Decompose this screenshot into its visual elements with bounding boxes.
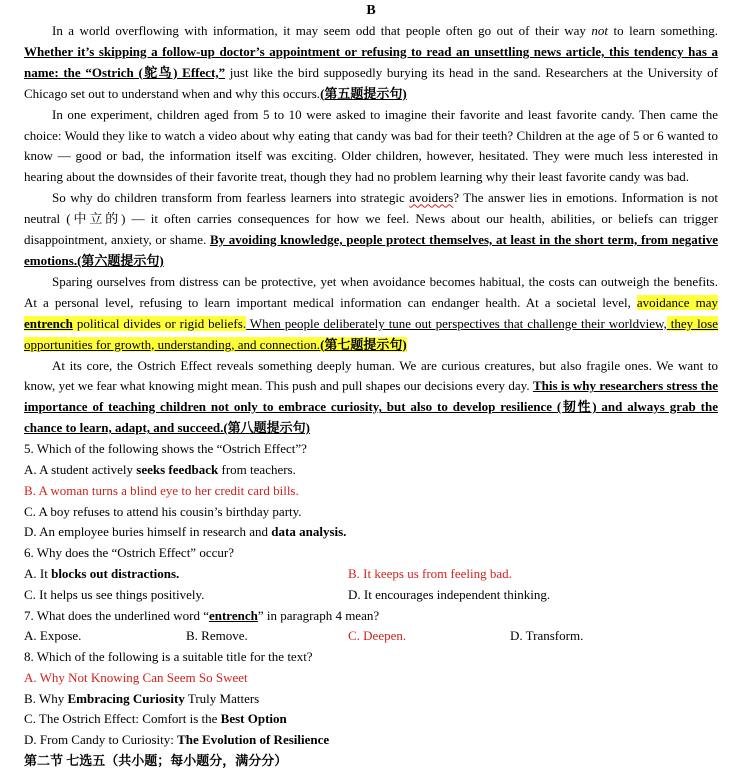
p4-entrench-word: entrench: [24, 315, 73, 331]
q8-b-bold: Embracing Curiosity: [67, 690, 185, 706]
q7-option-d: D. Transform.: [510, 628, 584, 644]
q7-option-c-answer: C. Deepen.: [348, 628, 407, 644]
paragraph-3: [24, 188, 718, 272]
p1-not-italic: not: [591, 23, 609, 38]
paragraph-2: In one experiment, children aged from 5 to 10 were asked to imagine their favorite and least favorite candy. Then came the choice: Would they like to watch a video about why eating that candy was bad for their teeth? Children at the age of 5 or 6 wanted to know — good or bad, the information itself was exciting. Older children, however, hesitated. They were much less interested in hearing about the downsides of their favorite treat, though they had no problem learning why their least favorite candy was bad.: [24, 106, 718, 185]
q5-option-a: [24, 460, 718, 481]
p5-key-sentence: This is why researchers stress the importance of teaching children not only to embrace curiosity, but also to develop resilience (韧性) and always grab the chance to learn, adapt, and succeed.: [24, 378, 718, 436]
paragraph-1: [24, 21, 718, 105]
q5-d-bold: data analysis.: [271, 524, 347, 540]
q6-option-b-answer: B. It keeps us from feeling bad.: [348, 565, 512, 581]
passage-title: B: [366, 3, 376, 18]
q6-option-c: C. It helps us see things positively.: [24, 586, 205, 602]
q5-a-post: from teachers.: [218, 461, 296, 477]
q6-options-row-2: [24, 585, 718, 606]
p3-avoiders-word: avoiders: [409, 190, 454, 206]
q7-option-a: A. Expose.: [24, 628, 82, 644]
q7-options-row: [24, 626, 718, 647]
q8-option-c: [24, 709, 718, 730]
p3-text-a: So why do children transform from fearless learners into strategic: [52, 190, 410, 206]
q7-stem: [24, 606, 718, 627]
q6-a-bold: blocks out distractions.: [51, 565, 180, 581]
q5-a-bold: seeks feedback: [136, 461, 219, 477]
p4-text-b: When people deliberately tune out perspectives that challenge their worldview,: [246, 315, 667, 331]
q8-c-text: C. The Ostrich Effect: Comfort is the: [24, 711, 221, 727]
q5-stem: 5. Which of the following shows the “Ostrich Effect”?: [24, 441, 307, 457]
p4-highlight-2: they lose opportunities for growth, understanding, and connection.: [24, 315, 719, 352]
next-section-heading-cut: 第二节 七选五（共小题；每小题分，满分分）: [24, 753, 288, 769]
q8-c-bold: Best Option: [220, 711, 287, 727]
p1-hint-label: (第五题提示句): [320, 85, 407, 101]
q8-option-d: [24, 730, 718, 751]
p1-text-c: just like the bird supposedly burying its head in the sand. Researchers at the University of Chicago set out to understand when and why this occurs.: [24, 64, 718, 101]
p3-hint-label: (第六题提示句): [77, 252, 164, 268]
q7-stem-post: ” in paragraph 4 mean?: [257, 607, 380, 623]
p3-key-sentence: By avoiding knowledge, people protect themselves, at least in the short term, from negative emotions.: [24, 232, 718, 268]
q5-a-text: A. A student actively: [24, 461, 137, 477]
q8-option-b: [24, 689, 718, 710]
p5-hint-label: (第八题提示句): [223, 420, 311, 436]
p4-text-a: Sparing ourselves from distress can be protective, yet when avoidance becomes habitual, the costs can outweigh the benefits. At a personal level, refusing to learn important medical information can endanger health. At a societal level,: [24, 273, 718, 310]
q8-b-post: Truly Matters: [184, 690, 260, 706]
q8-stem: 8. Which of the following is a suitable title for the text?: [24, 649, 313, 665]
p1-text-a: In a world overflowing with information, it may seem odd that people often go out of their way: [52, 23, 592, 38]
p4-highlight-1a: avoidance may: [636, 294, 718, 310]
q7-stem-pre: 7. What does the underlined word “: [24, 607, 209, 623]
q6-a-text: A. It: [24, 565, 52, 581]
q5-option-b-answer: B. A woman turns a blind eye to her credit card bills.: [24, 482, 299, 498]
q8-d-text: D. From Candy to Curiosity:: [24, 732, 178, 748]
q8-d-bold: The Evolution of Resilience: [177, 732, 330, 748]
paragraph-4: [24, 272, 718, 356]
q8-option-a-answer: A. Why Not Knowing Can Seem So Sweet: [24, 669, 248, 685]
q5-option-c: C. A boy refuses to attend his cousin’s birthday party.: [24, 503, 302, 519]
q6-option-a: [24, 564, 348, 585]
paragraph-5: [24, 356, 718, 440]
p3-text-b: ? The answer lies in emotions. Information is not neutral (中立的) — it often carries consequences for how we feel. News about our health, abilities, or beliefs can trigger disappointment, anxiety, or shame.: [24, 190, 718, 248]
p4-highlight-1b: political divides or rigid beliefs.: [72, 315, 247, 331]
p5-text-a: At its core, the Ostrich Effect reveals something deeply human. We are curious creatures, but also fragile ones. We want to know, yet we fear what knowing might mean. This push and pull shapes our decisions every day.: [24, 357, 718, 394]
p1-key-sentence: Whether it’s skipping a follow-up doctor’s appointment or refusing to read an unsettling news article, this tendency has a name: the “Ostrich (鸵鸟) Effect,”: [24, 43, 718, 80]
q5-d-text: D. An employee buries himself in research and: [24, 524, 272, 540]
q6-stem: 6. Why does the “Ostrich Effect” occur?: [24, 545, 234, 561]
q6-option-d: D. It encourages independent thinking.: [348, 586, 551, 602]
p4-hint-label: (第七题提示句): [320, 336, 407, 352]
q6-options-row-1: [24, 564, 718, 585]
q7-option-b: B. Remove.: [186, 628, 248, 644]
q7-stem-word: entrench: [208, 607, 258, 623]
p1-text-b: to learn something.: [608, 23, 718, 38]
q8-b-text: B. Why: [24, 690, 68, 706]
reading-passage-page: [24, 0, 719, 769]
q5-option-d: [24, 522, 718, 543]
